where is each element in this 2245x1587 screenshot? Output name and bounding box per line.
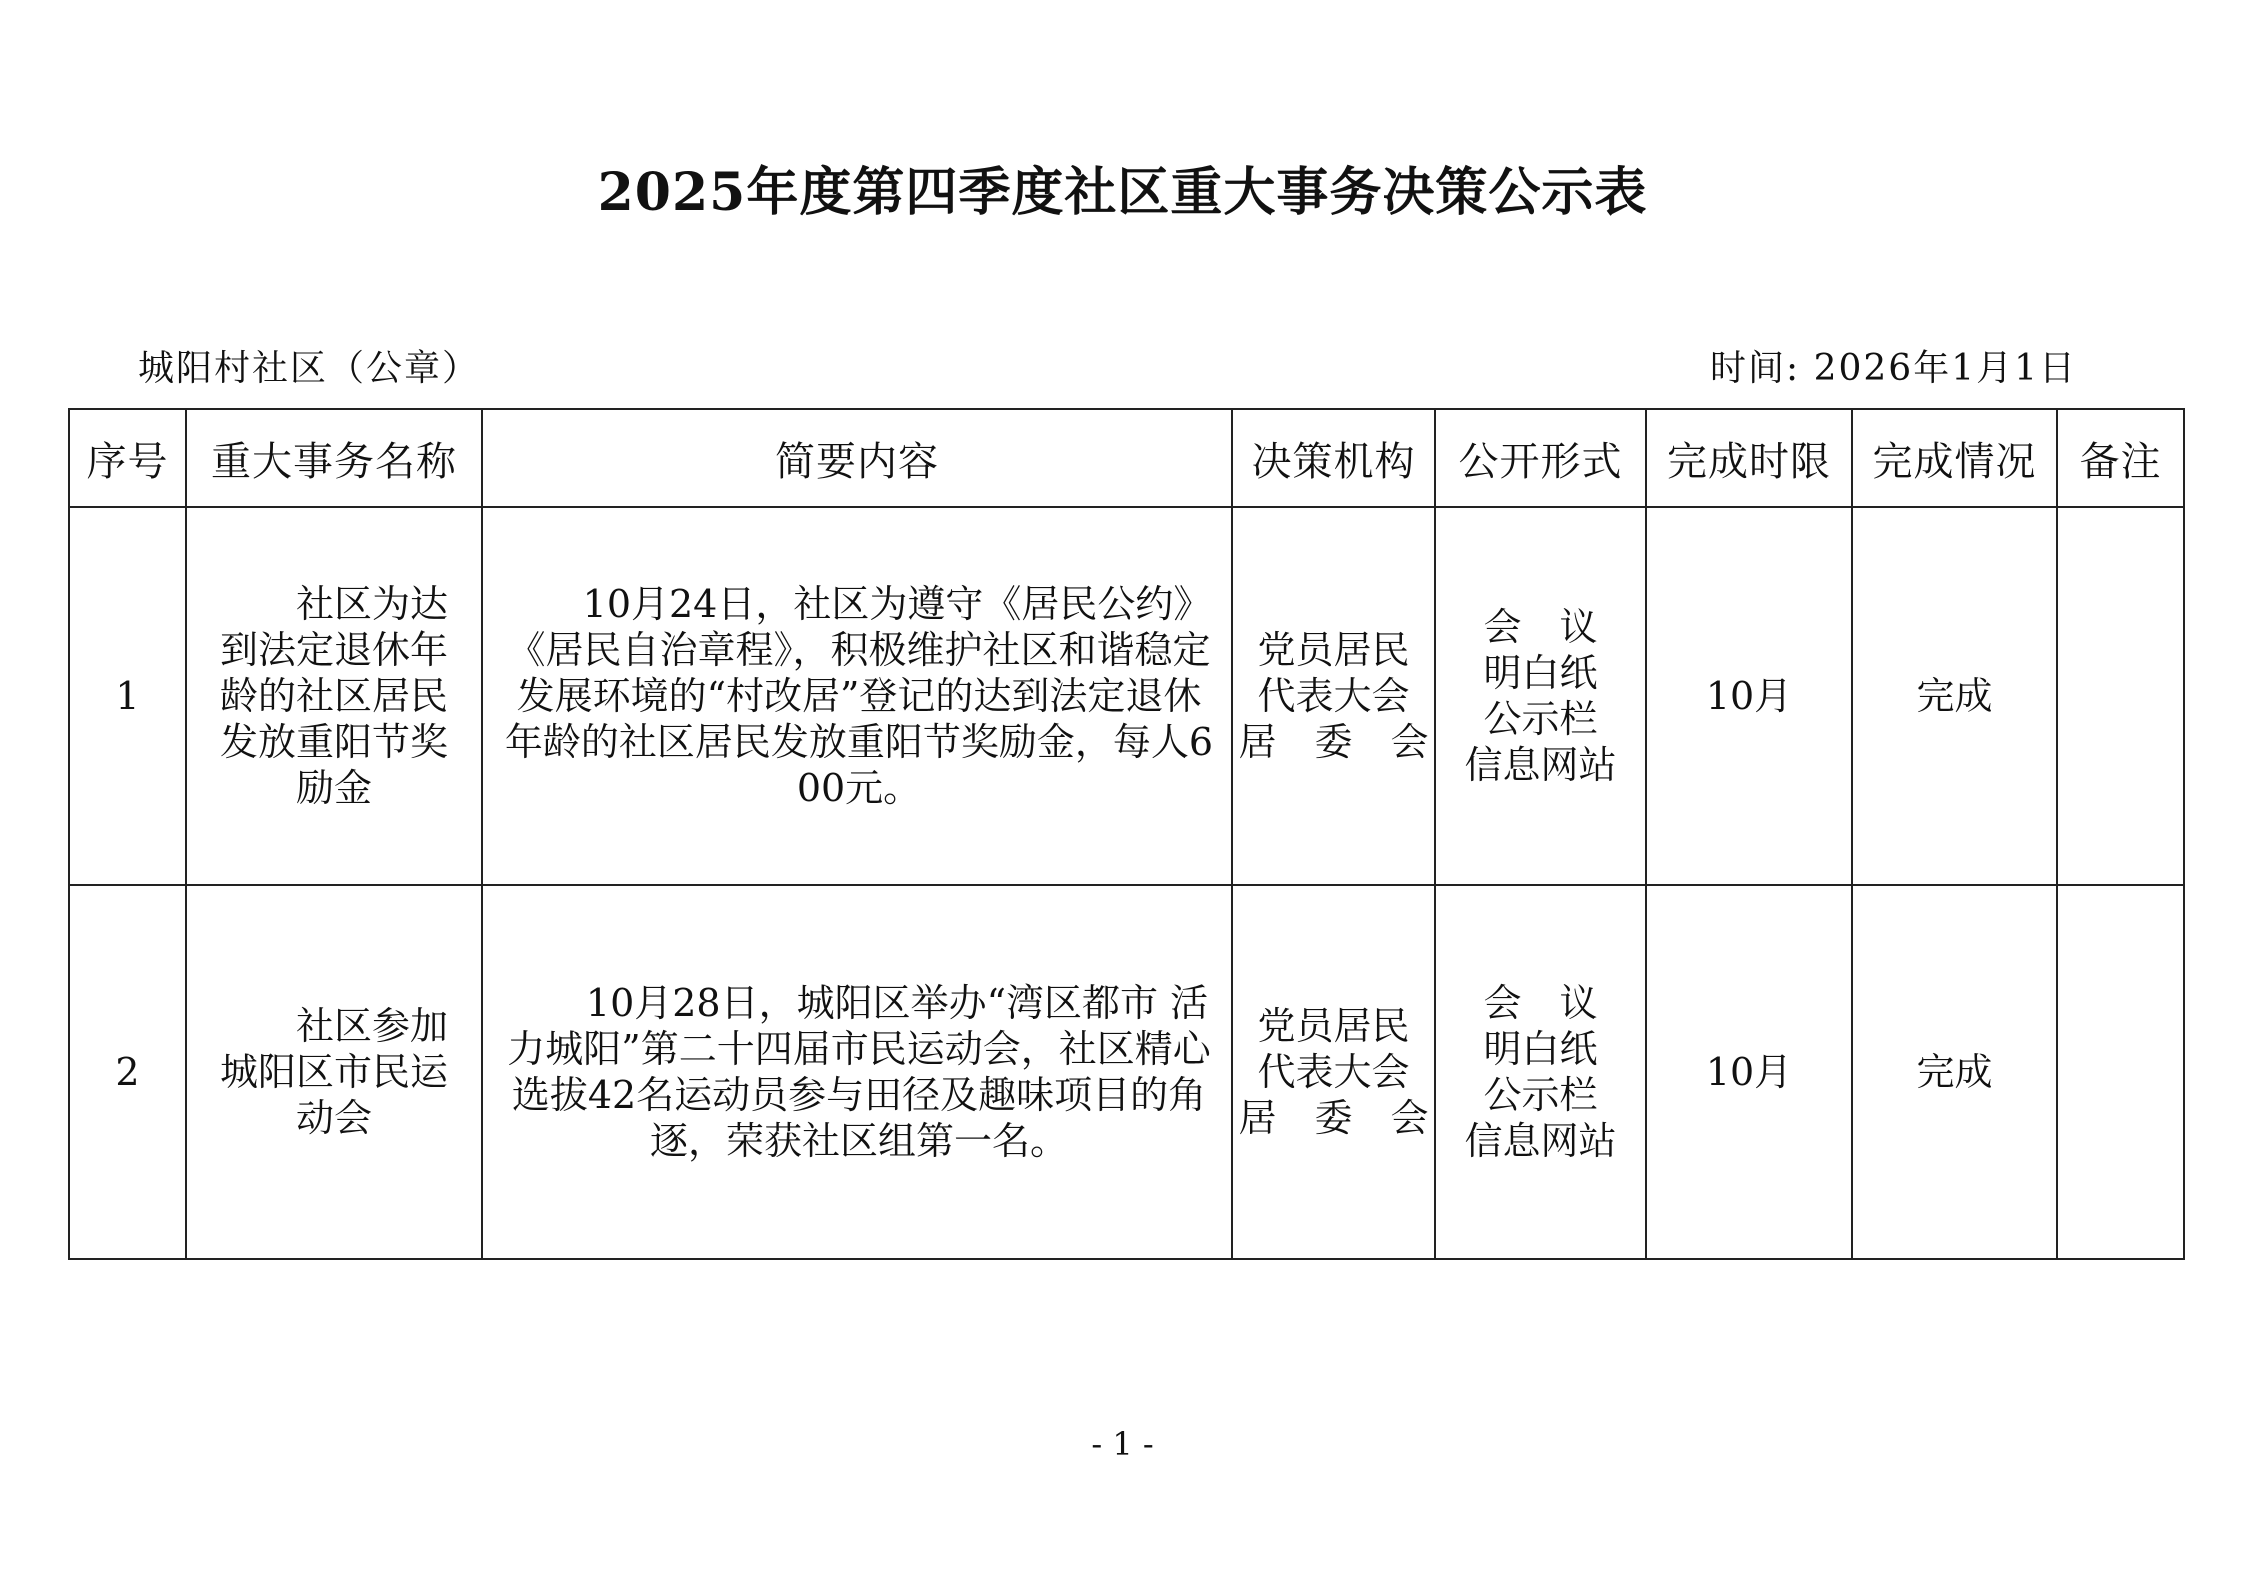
column-header-index: 序号	[69, 409, 186, 507]
column-header-name: 重大事务名称	[186, 409, 482, 507]
disclosure-form-cell	[1435, 507, 1646, 885]
column-header-status: 完成情况	[1852, 409, 2057, 507]
disclosure-form-line: 公示栏	[1483, 1073, 1598, 1117]
row-index: 2	[69, 885, 186, 1259]
deadline-cell: 10月	[1646, 507, 1852, 885]
column-header-deadline: 完成时限	[1646, 409, 1852, 507]
table-header-row	[69, 409, 2184, 507]
remark-cell	[2057, 507, 2184, 885]
page-number: - 1 -	[1091, 1425, 1154, 1463]
date-label: 时间: 2026年1月1日	[1710, 348, 2077, 389]
table-row	[69, 885, 2184, 1259]
disclosure-form-line: 信息网站	[1464, 743, 1617, 787]
summary-cell	[482, 885, 1232, 1259]
disclosure-form-line: 明白纸	[1483, 1027, 1598, 1071]
decision-table	[68, 408, 2185, 1260]
document-title: 2025年度第四季度社区重大事务决策公示表	[597, 162, 1648, 223]
disclosure-form-line: 明白纸	[1483, 651, 1598, 695]
remark-cell	[2057, 885, 2184, 1259]
disclosure-form-line: 信息网站	[1464, 1119, 1617, 1163]
decision-body-line: 代表大会	[1257, 1050, 1410, 1094]
decision-body-line: 居 委 会	[1238, 1096, 1429, 1140]
column-header-summary: 简要内容	[482, 409, 1232, 507]
column-header-form: 公开形式	[1435, 409, 1646, 507]
deadline-cell: 10月	[1646, 885, 1852, 1259]
table-row	[69, 507, 2184, 885]
matter-name: 社区为达到法定退休年龄的社区居民发放重阳节奖励金	[219, 582, 448, 810]
summary-text: 10月24日，社区为遵守《居民公约》《居民自治章程》，积极维护社区和谐稳定发展环境的“村改居”登记的达到法定退休年龄的社区居民发放重阳节奖励金，每人600元。	[504, 582, 1214, 810]
disclosure-form-line: 会 议	[1483, 605, 1598, 649]
summary-cell	[482, 507, 1232, 885]
row-index: 1	[69, 507, 186, 885]
decision-body-cell	[1232, 507, 1435, 885]
disclosure-form-line: 会 议	[1483, 981, 1598, 1025]
decision-body-line: 党员居民	[1257, 1004, 1410, 1048]
disclosure-form-cell	[1435, 885, 1646, 1259]
summary-text: 10月28日，城阳区举办“湾区都市 活力城阳”第二十四届市民运动会，社区精心选拔42名运动员参与田径及趣味项目的角逐，荣获社区组第一名。	[507, 981, 1211, 1163]
status-cell: 完成	[1852, 507, 2057, 885]
decision-body-line: 居 委 会	[1238, 720, 1429, 764]
disclosure-form-line: 公示栏	[1483, 697, 1598, 741]
status-cell: 完成	[1852, 885, 2057, 1259]
decision-body-line: 代表大会	[1257, 674, 1410, 718]
column-header-remark: 备注	[2057, 409, 2184, 507]
matter-name-cell	[186, 507, 482, 885]
matter-name-cell	[186, 885, 482, 1259]
matter-name: 社区参加城阳区市民运动会	[219, 1004, 448, 1140]
decision-body-line: 党员居民	[1257, 628, 1410, 672]
decision-body-cell	[1232, 885, 1435, 1259]
organization-label: 城阳村社区（公章）	[138, 348, 481, 389]
column-header-body: 决策机构	[1232, 409, 1435, 507]
